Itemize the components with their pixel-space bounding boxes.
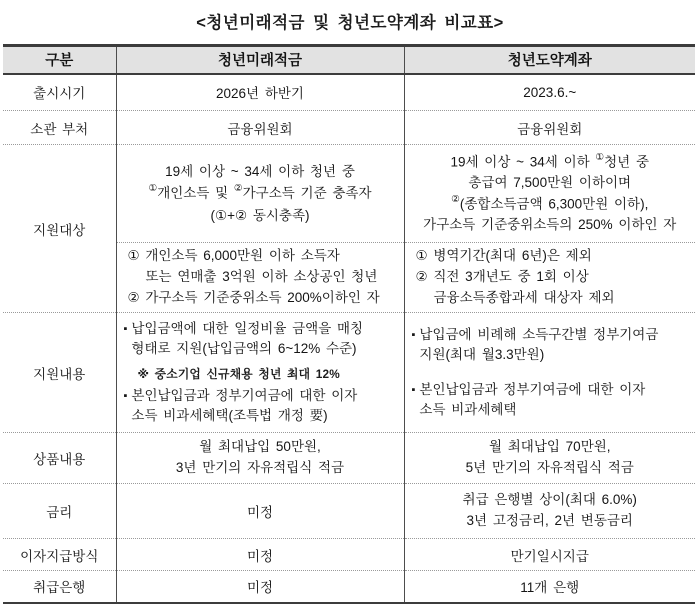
support-doyak-bullet1 (412, 325, 692, 366)
target-mirae-item1-line2: 또는 연매출 3억원 이하 소상공인 청년 (145, 269, 378, 285)
cell-support-doyak (404, 313, 695, 433)
target-doyak-line4: 가구소득 기준중위소득의 250% 이하인 자 (423, 216, 677, 232)
page-title: <청년미래적금 및 청년도약계좌 비교표> (196, 14, 504, 32)
row-label-interest: 이자지급방식 (3, 539, 116, 571)
square-bullet-icon: ▪ (123, 389, 128, 402)
square-bullet-icon: ▪ (123, 323, 128, 335)
header-cell-doyak: 청년도약계좌 (404, 46, 695, 74)
row-bank (3, 571, 695, 603)
target-mirae-line2: ①개인소득 및 ②가구소득 기준 충족자 (148, 183, 372, 201)
target-doyak-item2-line2: 금융소득종합과세 대상자 제외 (433, 289, 615, 305)
cell-interest-mirae: 미정 (116, 539, 404, 571)
row-label-target: 지원대상 (3, 145, 116, 313)
support-mirae-note: ※ 중소기업 신규채용 청년 최대 12% (137, 366, 340, 381)
target-doyak-item1: ① 병역기간(최대 6년)은 제외 (415, 248, 592, 264)
cell-target-top-mirae (116, 145, 404, 243)
row-label-rate: 금리 (3, 484, 116, 539)
row-label-support: 지원내용 (3, 313, 116, 433)
header-cell-category: 구분 (3, 46, 116, 74)
support-mirae-bullet2 (124, 386, 400, 427)
row-label-bank: 취급은행 (3, 571, 116, 603)
cell-target-bottom-doyak (404, 243, 695, 313)
cell-bank-mirae: 미정 (116, 571, 404, 603)
cell-bank-doyak: 11개 은행 (404, 571, 695, 603)
target-mirae-item1-line1: ① 개인소득 6,000만원 이하 소득자 (127, 248, 340, 264)
row-support (3, 313, 695, 433)
table-header-row (3, 46, 695, 74)
support-mirae-bullet2-text: 본인납입금과 정부기여금에 대한 이자 소득 비과세혜택(조특법 개정 要) (131, 387, 358, 423)
header-cell-mirae: 청년미래적금 (116, 46, 404, 74)
row-label-product: 상품내용 (3, 433, 116, 484)
target-doyak-line3: ②(종합소득금액 6,300만원 이하), (451, 193, 649, 211)
support-doyak-bullet1-text: 납입금에 비례해 소득구간별 정부기여금 지원(최대 월3.3만원) (419, 327, 659, 363)
cell-ministry-mirae: 금융위원회 (116, 111, 404, 145)
row-rate (3, 484, 695, 539)
cell-product-mirae: 월 최대납입 50만원, 3년 만기의 자유적립식 적금 (116, 433, 404, 484)
cell-ministry-doyak: 금융위원회 (404, 111, 695, 145)
support-doyak-bullet2 (412, 380, 692, 421)
support-mirae-bullet1 (124, 319, 400, 360)
support-doyak-bullet2-text: 본인납입금과 정부기여금에 대한 이자 소득 비과세혜택 (419, 381, 646, 417)
target-mirae-line1: 19세 이상 ~ 34세 이하 청년 중 (165, 163, 355, 179)
cell-rate-mirae: 미정 (116, 484, 404, 539)
target-doyak-line1: 19세 이상 ~ 34세 이하 ①청년 중 (450, 151, 649, 170)
row-label-launch: 출시시기 (33, 86, 86, 102)
row-product (3, 433, 695, 484)
support-mirae-bullet1-text: 납입금액에 대한 일정비율 금액을 매칭 형태로 지원(납입금액의 6~12% 수준) (131, 321, 364, 357)
square-bullet-icon: ▪ (411, 329, 416, 341)
cell-target-top-doyak (404, 145, 695, 243)
target-mirae-line3: (①+② 동시충족) (210, 207, 310, 223)
square-bullet-icon: ▪ (411, 383, 416, 396)
row-interest-payment (3, 539, 695, 571)
target-doyak-line2: 총급여 7,500만원 이하이며 (468, 174, 632, 190)
cell-launch-doyak: 2023.6.~ (404, 74, 695, 111)
cell-launch-mirae: 2026년 하반기 (116, 74, 404, 111)
row-ministry (3, 111, 695, 145)
row-launch-date (3, 74, 695, 111)
cell-rate-doyak: 취급 은행별 상이(최대 6.0%) 3년 고정금리, 2년 변동금리 (404, 484, 695, 539)
cell-product-doyak: 월 최대납입 70만원, 5년 만기의 자유적립식 적금 (404, 433, 695, 484)
cell-support-mirae (116, 313, 404, 433)
row-target-top (3, 145, 695, 243)
cell-target-bottom-mirae (116, 243, 404, 313)
target-doyak-item2-line1: ② 직전 3개년도 중 1회 이상 (415, 269, 589, 285)
cell-interest-doyak: 만기일시지급 (404, 539, 695, 571)
row-label-ministry: 소관 부처 (3, 111, 116, 145)
comparison-table (3, 44, 695, 604)
target-mirae-item2: ② 가구소득 기준중위소득 200%이하인 자 (127, 289, 380, 305)
